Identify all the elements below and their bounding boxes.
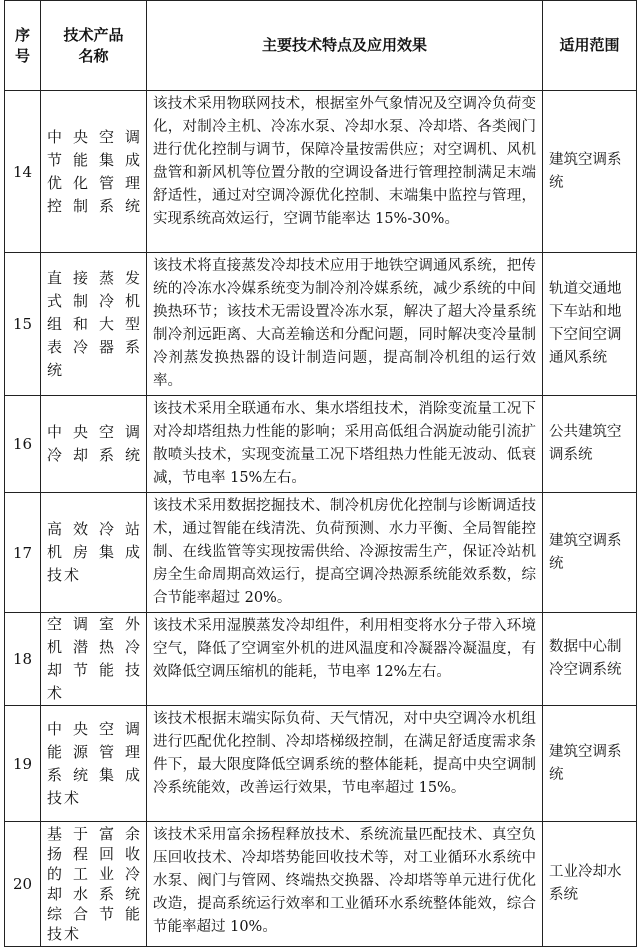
row-scope: 建筑空调系统 — [543, 493, 637, 613]
name-line: 中央空调 — [47, 719, 142, 738]
row-product-name — [41, 396, 147, 493]
name-line: 技术 — [47, 788, 82, 807]
name-line: 的工业冷 — [47, 865, 142, 883]
header-row — [5, 1, 637, 91]
name-line: 扬程回收 — [47, 845, 142, 863]
row-product-name — [41, 253, 147, 396]
table-row — [5, 706, 637, 822]
header-num-line2: 号 — [14, 46, 30, 65]
row-scope: 公共建筑空调系统 — [543, 396, 637, 493]
table-row — [5, 822, 637, 947]
row-number: 19 — [5, 706, 41, 822]
row-description: 该技术采用全联通布水、集水塔组技术，消除变流量工况下对冷却塔组热力性能的影响；采用高低组合涡旋动能引流扩散喷头技术，实现变流量工况下塔组热力性能无波动、低衰减，节电率 15%左右。 — [147, 396, 543, 493]
name-line: 冷却系统 — [47, 446, 142, 464]
header-scope: 适用范围 — [543, 1, 637, 91]
row-product-name — [41, 822, 147, 947]
name-line: 直接蒸发 — [47, 268, 142, 287]
row-product-name — [41, 91, 147, 253]
table-row — [5, 396, 637, 493]
row-number: 15 — [5, 253, 41, 396]
row-description: 该技术采用物联网技术，根据室外气象情况及空调冷负荷变化，对制冷主机、冷冻水泵、冷却水泵、冷却塔、各类阀门进行优化控制与调节，保障冷量按需供应；对空调机、风机盘管和新风机等位置分散的空调设备进行管理控制满足末端舒适性，通过对空调冷源优化控制、末端集中监控与管理，实现系统高效运行，空调节能率达 15%-30%。 — [147, 91, 543, 253]
header-desc: 主要技术特点及应用效果 — [147, 1, 543, 91]
name-line: 综合节能 — [47, 905, 142, 923]
row-description: 该技术采用湿膜蒸发冷却组件，利用相变将水分子带入环境空气，降低了空调室外机的进风温度和冷凝器冷凝温度，有效降低空调压缩机的能耗，节电率 12%左右。 — [147, 613, 543, 706]
name-line: 节能集成 — [47, 150, 142, 169]
row-scope: 建筑空调系统 — [543, 91, 637, 253]
header-name-line2: 名称 — [78, 46, 109, 65]
name-line: 术 — [47, 684, 65, 702]
name-line: 控制系统 — [47, 196, 142, 215]
table-row — [5, 91, 637, 253]
name-line: 却节能技 — [47, 661, 142, 679]
row-number: 20 — [5, 822, 41, 947]
name-line: 能源管理 — [47, 742, 142, 761]
row-description: 该技术采用富余扬程释放技术、系统流量匹配技术、真空负压回收技术、冷却塔势能回收技术等，对工业循环水系统中水泵、阀门与管网、终端热交换器、冷却塔等单元进行优化改造，提高系统运行效率和工业循环水系统整体能效，综合节能率超过 10%。 — [147, 822, 543, 947]
name-line: 中央空调 — [47, 127, 142, 146]
name-line: 高效冷站 — [47, 520, 142, 538]
table-row — [5, 493, 637, 613]
table-row — [5, 253, 637, 396]
name-line: 却水系统 — [47, 885, 142, 903]
name-line: 技术 — [47, 925, 82, 943]
row-number: 18 — [5, 613, 41, 706]
name-line: 技术 — [47, 566, 82, 584]
row-number: 16 — [5, 396, 41, 493]
name-line: 基于富余 — [47, 825, 142, 843]
name-line: 式制冷机 — [47, 291, 142, 310]
row-scope: 工业冷却水系统 — [543, 822, 637, 947]
row-number: 14 — [5, 91, 41, 253]
name-line: 中央空调 — [47, 423, 142, 441]
header-name — [41, 1, 147, 91]
name-line: 统 — [47, 360, 65, 379]
row-description: 该技术采用数据挖掘技术、制冷机房优化控制与诊断调适技术，通过智能在线清洗、负荷预测、水力平衡、全局智能控制、在线监管等实现按需供给、冷源按需生产，保证冷站机房全生命周期高效运行，提高空调冷热源系统能效系数，综合节能率超过 20%。 — [147, 493, 543, 613]
header-num — [5, 1, 41, 91]
row-number: 17 — [5, 493, 41, 613]
row-description: 该技术将直接蒸发冷却技术应用于地铁空调通风系统，把传统的冷冻水冷媒系统变为制冷剂冷媒系统，减少系统的中间换热环节；该技术无需设置冷冻水泵，解决了超大冷量系统制冷剂远距离、大高差输送和分配问题，同时解决变冷量制冷剂蒸发换热器的设计制造问题，提高制冷机组的运行效率。 — [147, 253, 543, 396]
name-line: 机房集成 — [47, 543, 142, 561]
name-line: 组和大型 — [47, 314, 142, 333]
header-num-line1: 序 — [14, 25, 30, 44]
name-line: 表冷器系 — [47, 337, 142, 356]
technology-catalog-table — [4, 0, 637, 947]
row-product-name — [41, 613, 147, 706]
table-row — [5, 613, 637, 706]
row-scope: 数据中心制冷空调系统 — [543, 613, 637, 706]
row-scope: 建筑空调系统 — [543, 706, 637, 822]
name-line: 空调室外 — [47, 615, 142, 633]
row-product-name — [41, 706, 147, 822]
name-line: 系统集成 — [47, 765, 142, 784]
name-line: 优化管理 — [47, 173, 142, 192]
row-description: 该技术根据末端实际负荷、天气情况，对中央空调冷水机组进行匹配优化控制、冷却塔梯级控制，在满足舒适度需求条件下，最大限度降低空调系统的整体能耗，提高中央空调制冷系统能效，改善运行效果，节电率超过 15%。 — [147, 706, 543, 822]
name-line: 机潜热冷 — [47, 638, 142, 656]
header-name-line1: 技术产品 — [63, 25, 124, 44]
row-product-name — [41, 493, 147, 613]
row-scope: 轨道交通地下车站和地下空间空调通风系统 — [543, 253, 637, 396]
